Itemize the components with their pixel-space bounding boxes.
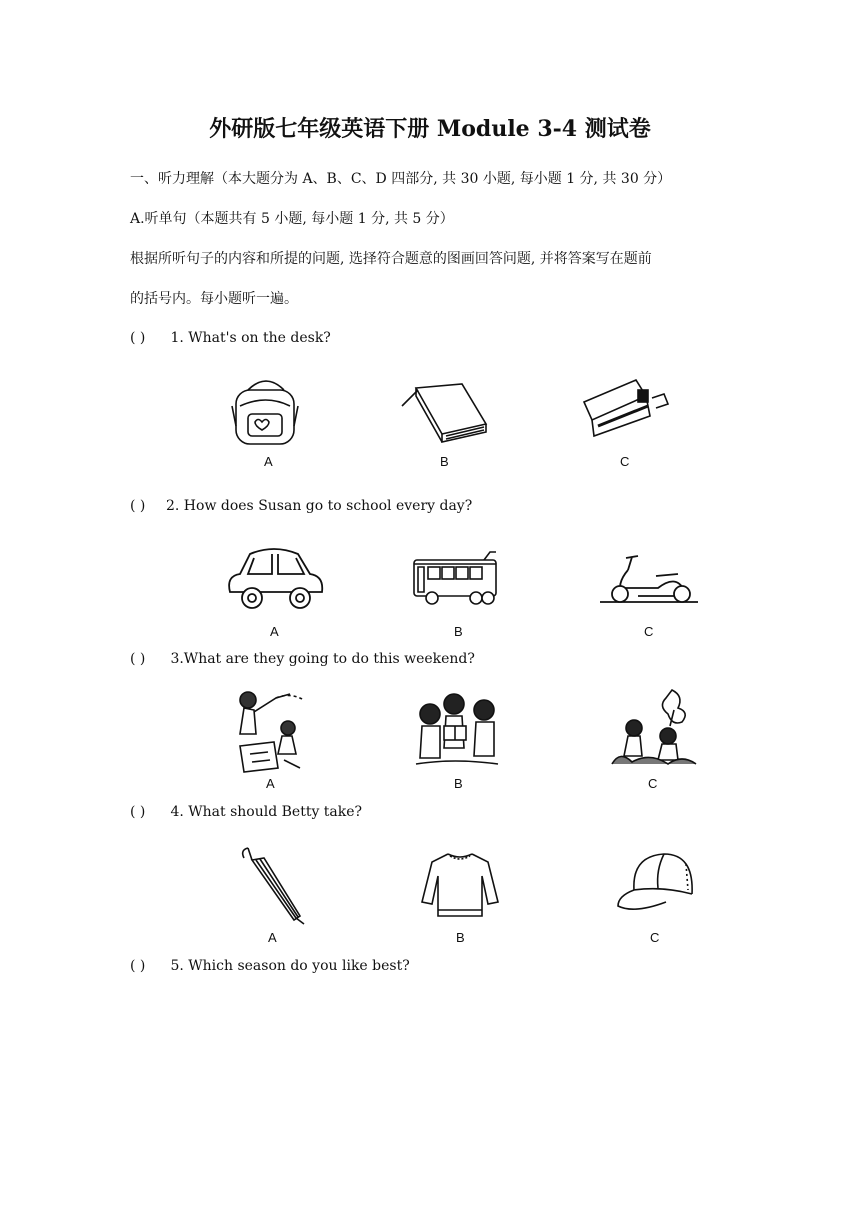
option-label-c: C [644,624,654,639]
question-text: 4. What should Betty take? [166,804,363,820]
car-icon[interactable] [224,546,326,610]
option-label-c: C [620,454,630,469]
scooter-icon[interactable] [598,552,700,606]
option-label-c: C [648,776,658,791]
pencil-case-icon[interactable] [578,376,670,444]
answer-bracket[interactable]: ( ) [130,330,146,346]
question-text: 3.What are they going to do this weekend? [166,651,475,667]
bus-icon[interactable] [410,550,502,608]
kids-playing-icon[interactable] [610,686,698,770]
question-2 [130,498,472,514]
option-label-c: C [650,930,660,945]
umbrella-icon[interactable] [238,846,308,926]
question-4 [130,804,362,820]
reading-children-icon[interactable] [414,692,502,768]
answer-bracket[interactable]: ( ) [130,498,146,514]
question-text: 2. How does Susan go to school every day? [166,498,473,514]
option-label-a: A [266,776,275,791]
option-label-b: B [440,454,449,469]
option-label-a: A [264,454,273,469]
cap-icon[interactable] [614,850,698,916]
question-text: 1. What's on the desk? [166,330,331,346]
answer-bracket[interactable]: ( ) [130,804,146,820]
backpack-icon[interactable] [228,376,304,448]
question-5 [130,958,410,974]
instruction-line-1: 根据所听句子的内容和所提的问题, 选择符合题意的图画回答问题, 并将答案写在题前 [130,251,652,267]
option-label-b: B [454,776,463,791]
sweater-icon[interactable] [420,850,500,920]
answer-bracket[interactable]: ( ) [130,958,146,974]
picnic-icon[interactable] [230,688,312,774]
question-text: 5. Which season do you like best? [166,958,410,974]
answer-bracket[interactable]: ( ) [130,651,146,667]
part-heading: A.听单句（本题共有 5 小题, 每小题 1 分, 共 5 分） [130,211,454,227]
option-label-a: A [270,624,279,639]
book-icon[interactable] [398,380,490,446]
page-title: 外研版七年级英语下册 Module 3-4 测试卷 [209,116,651,142]
option-label-b: B [454,624,463,639]
question-1 [130,330,331,346]
option-label-b: B [456,930,465,945]
instruction-line-2: 的括号内。每小题听一遍。 [130,291,298,307]
section-heading: 一、听力理解（本大题分为 A、B、C、D 四部分, 共 30 小题, 每小题 1 分, 共 30 分） [130,171,672,187]
question-3 [130,651,475,667]
option-label-a: A [268,930,277,945]
